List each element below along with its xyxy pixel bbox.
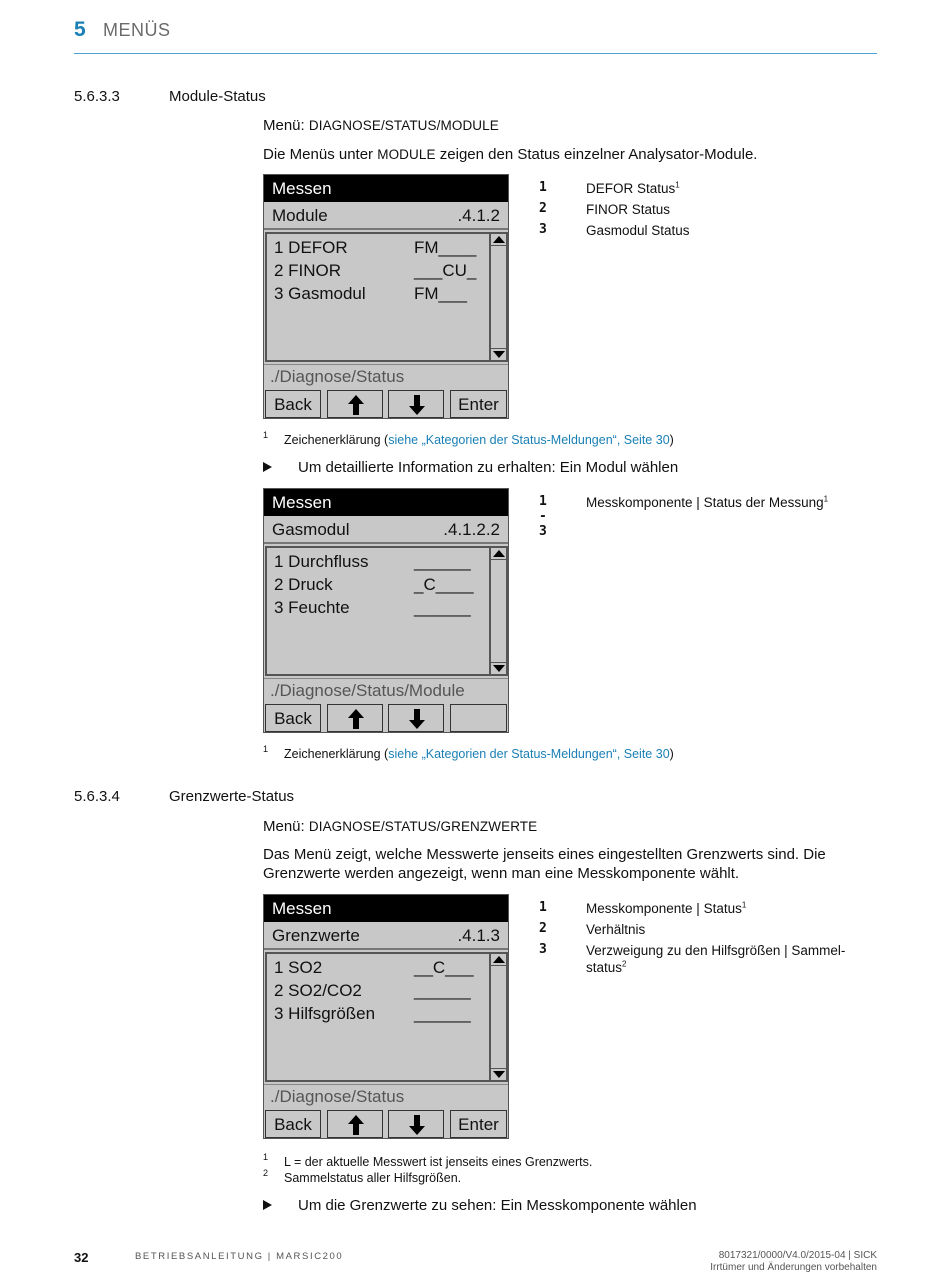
list-item[interactable] (274, 575, 474, 595)
list-item[interactable] (274, 981, 471, 1001)
list-item[interactable] (274, 552, 471, 572)
document-reference (710, 1250, 877, 1274)
list-item[interactable] (274, 958, 474, 978)
document-title: BETRIEBSANLEITUNG | MARSIC200 (135, 1251, 344, 1262)
cross-reference-link[interactable]: siehe „Kategorien der Status-Meldungen“, Seite 30 (388, 747, 670, 761)
scrollbar-divider (491, 965, 506, 966)
list-item[interactable] (274, 284, 467, 304)
list-item-status: FM___ (414, 284, 467, 303)
screen-subtitle-label: Module (272, 206, 328, 225)
menu-path-line (263, 116, 499, 135)
footnote-mark: 1 (263, 430, 269, 440)
menu-path: DIAGNOSE/STATUS/MODULE (308, 118, 499, 133)
legend-number: 2 (539, 201, 547, 216)
legend-number: 3 (539, 222, 547, 237)
section-number: 5.6.3.4 (74, 788, 120, 805)
list-item[interactable] (274, 238, 477, 258)
scroll-down-icon[interactable] (493, 665, 505, 672)
page-number: 32 (74, 1250, 89, 1265)
scrollbar-divider (491, 559, 506, 560)
document-ref-text: 8017321/0000/V4.0/2015-04 | SICK (718, 1250, 877, 1261)
section-title: Module-Status (169, 88, 266, 105)
legend-text: Messkomponente | Status der Messung (586, 495, 824, 510)
list-item-status: _C____ (414, 575, 474, 594)
screen-title: Messen (264, 895, 508, 922)
instruction-text: Um detaillierte Information zu erhalten: Ein Modul wählen (298, 459, 679, 476)
list-item-label: 1 SO2 (274, 958, 323, 977)
footnote-text: Zeichenerklärung ( (284, 747, 389, 761)
scrollbar-divider (491, 348, 506, 349)
section-title: Grenzwerte-Status (169, 788, 295, 805)
up-button[interactable] (327, 390, 383, 418)
legend-text: FINOR Status (586, 202, 671, 217)
screen-subtitle (264, 922, 508, 950)
list-item-label: 3 Hilfsgrößen (274, 1004, 376, 1023)
down-button[interactable] (388, 1110, 444, 1138)
arrow-up-icon (348, 395, 364, 415)
cross-reference-link[interactable]: siehe „Kategorien der Status-Meldungen“, Seite 30 (388, 433, 670, 447)
scrollbar-divider (491, 1068, 506, 1069)
scroll-up-icon[interactable] (493, 956, 505, 963)
legend-number: 1 (539, 900, 547, 915)
footnote-text: L = der aktuelle Messwert ist jenseits eines Grenzwerts. (284, 1155, 593, 1169)
intro-paragraph (263, 845, 826, 883)
scrollbar[interactable] (489, 954, 506, 1080)
legend-number: 1 - 3 (539, 494, 547, 539)
lcd-screen-module (263, 174, 509, 419)
screen-list (265, 546, 508, 676)
enter-button[interactable]: Enter (450, 1110, 507, 1138)
arrow-down-icon (409, 709, 425, 729)
legend-text: Verhältnis (586, 922, 646, 937)
footnote-text: ) (669, 433, 674, 447)
list-item-label: 2 Druck (274, 575, 333, 594)
screen-subtitle (264, 202, 508, 230)
intro-text: zeigen den Status einzelner Analysator-Module. (439, 146, 758, 163)
list-item-label: 1 Durchfluss (274, 552, 369, 571)
down-button[interactable] (388, 704, 444, 732)
list-item-status: ______ (414, 1004, 471, 1023)
menu-label: Menü: (263, 117, 305, 134)
footnote-text: ) (669, 747, 674, 761)
scrollbar-divider (491, 662, 506, 663)
intro-code: MODULE (377, 147, 436, 162)
intro-text: Grenzwerte werden angezeigt, wenn man eine Messkomponente wählt. (263, 865, 740, 882)
instruction-text: Um die Grenzwerte zu sehen: Ein Messkomponente wählen (298, 1197, 697, 1214)
list-item-status: ______ (414, 981, 471, 1000)
legend-text: Messkomponente | Status (586, 901, 742, 916)
screen-path: ./Diagnose/Status (264, 364, 508, 388)
footnote-ref: 1 (823, 494, 829, 504)
list-item-label: 3 Feuchte (274, 598, 350, 617)
legend-number: 1 (539, 180, 547, 195)
scrollbar[interactable] (489, 548, 506, 674)
menu-path: DIAGNOSE/STATUS/GRENZWERTE (308, 819, 538, 834)
down-button[interactable] (388, 390, 444, 418)
screen-list (265, 232, 508, 362)
list-item-status: FM____ (414, 238, 477, 257)
empty-softkey[interactable] (450, 704, 507, 732)
section-number: 5.6.3.3 (74, 88, 120, 105)
legend-text: Gasmodul Status (586, 223, 690, 238)
menu-label: Menü: (263, 818, 305, 835)
legend-text: DEFOR Status (586, 181, 676, 196)
lcd-screen-grenzwerte (263, 894, 509, 1139)
footnote-mark: 1 (263, 1152, 269, 1162)
screen-subtitle (264, 516, 508, 544)
legend-number: 3 (539, 942, 547, 957)
footnote-text: Zeichenerklärung ( (284, 433, 389, 447)
screen-list (265, 952, 508, 1082)
legend-number: 2 (539, 921, 547, 936)
enter-button[interactable]: Enter (450, 390, 507, 418)
chapter-header (74, 16, 877, 54)
list-item-label: 1 DEFOR (274, 238, 348, 257)
list-item[interactable] (274, 598, 471, 618)
screen-subtitle-label: Grenzwerte (272, 926, 360, 945)
arrow-up-icon (348, 709, 364, 729)
screen-menu-code: .4.1.2 (457, 206, 500, 225)
footnote-ref: 1 (741, 900, 747, 910)
menu-path-line (263, 817, 537, 836)
intro-text: Das Menü zeigt, welche Messwerte jenseits eines eingestellten Grenzwerts sind. Die (263, 846, 826, 863)
list-item-label: 3 Gasmodul (274, 284, 366, 303)
chapter-title: MENÜS (103, 20, 171, 40)
screen-title: Messen (264, 489, 508, 516)
disclaimer-text: Irrtümer und Änderungen vorbehalten (710, 1262, 877, 1273)
list-item[interactable] (274, 261, 477, 281)
screen-menu-code: .4.1.3 (457, 926, 500, 945)
screen-menu-code: .4.1.2.2 (443, 520, 500, 539)
list-item-status: ______ (414, 552, 471, 571)
screen-title: Messen (264, 175, 508, 202)
up-button[interactable] (327, 1110, 383, 1138)
back-button[interactable]: Back (265, 1110, 321, 1138)
intro-text: Die Menüs unter (263, 146, 374, 163)
legend-text: Verzweigung zu den Hilfsgrößen | Sammel- (586, 943, 846, 958)
list-item-status: ___CU_ (414, 261, 477, 280)
lcd-screen-gasmodul (263, 488, 509, 733)
scrollbar[interactable] (489, 234, 506, 360)
arrow-down-icon (409, 1115, 425, 1135)
screen-subtitle-label: Gasmodul (272, 520, 350, 539)
screen-path: ./Diagnose/Status/Module (264, 678, 508, 702)
arrow-down-icon (409, 395, 425, 415)
list-item-label: 2 FINOR (274, 261, 342, 280)
list-item[interactable] (274, 1004, 471, 1024)
footnote-mark: 1 (263, 744, 269, 754)
back-button[interactable]: Back (265, 390, 321, 418)
footnote-ref: 1 (675, 180, 680, 190)
scroll-down-icon[interactable] (493, 351, 505, 358)
list-item-status: ______ (414, 598, 471, 617)
scroll-down-icon[interactable] (493, 1071, 505, 1078)
legend-text: status (586, 960, 623, 975)
scrollbar-divider (491, 245, 506, 246)
footnote-mark: 2 (263, 1168, 269, 1178)
scroll-up-icon[interactable] (493, 550, 505, 557)
up-button[interactable] (327, 704, 383, 732)
screen-path: ./Diagnose/Status (264, 1084, 508, 1108)
intro-paragraph (263, 145, 757, 164)
list-item-status: __C___ (414, 958, 474, 977)
bullet-triangle-icon (263, 1200, 272, 1210)
footnote-ref: 2 (622, 959, 627, 969)
chapter-number: 5 (74, 18, 86, 41)
list-item-label: 2 SO2/CO2 (274, 981, 362, 1000)
scroll-up-icon[interactable] (493, 236, 505, 243)
footnote-text: Sammelstatus aller Hilfsgrößen. (284, 1171, 462, 1185)
bullet-triangle-icon (263, 462, 272, 472)
arrow-up-icon (348, 1115, 364, 1135)
back-button[interactable]: Back (265, 704, 321, 732)
